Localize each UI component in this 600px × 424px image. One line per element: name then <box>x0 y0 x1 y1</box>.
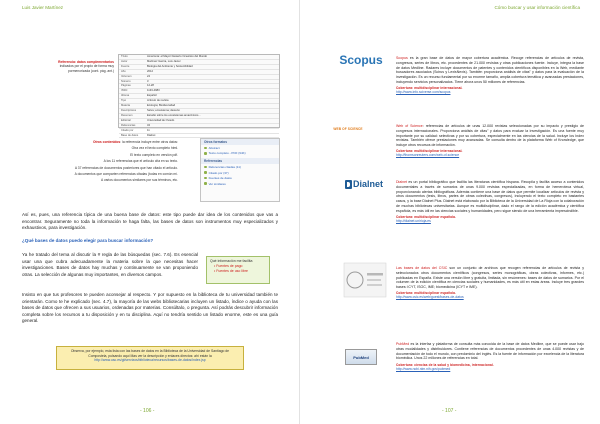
referencias-item[interactable]: Fuentes de datos <box>201 175 279 181</box>
db-description: : referencias de artículos de unas 12.000 revistas seleccionadas por su impacto y prestigio de congresos internacionales. Proporciona análisis de citas" y datos para evaluar la investigación. Es una fuente muy importante por su calidad: selectivas y por su cobertura, especialmente en las ciencias de la salud. Incluye los Index revistas. También ofrece prestaciones muy avanzadas. Se consulta dentro de la plataforma Web of Knowledge, que incluye otros recursos de información. <box>396 124 585 147</box>
record-field-label: Volumen <box>121 74 132 78</box>
record-field-label: Título <box>121 55 128 58</box>
link-icon <box>204 171 207 174</box>
db-coverage: Cobertura: multidisciplinar internacional. <box>396 149 463 154</box>
web-of-science-logo: WEB OF SCIENCE <box>333 127 363 131</box>
note-link[interactable]: http://www.usc.es/gl/servizos/biblioteca/recursos/bases-de-datos/index.jsp <box>94 358 206 363</box>
db-entry-dialnet <box>396 180 584 223</box>
pdf-icon <box>204 152 207 155</box>
record-field-label: Descriptores <box>121 108 137 112</box>
record-field-value: Ecología; Biodiversidad <box>147 104 176 108</box>
record-field-value: 1133-4983 <box>147 89 160 93</box>
db-name: PubMed <box>396 342 410 346</box>
record-field-value: Español <box>147 94 157 98</box>
note-box <box>56 346 244 370</box>
db-description: es un portal bibliográfico que facilita las literaturas científica hispana. Recopila y facilita acceso a contenidos documentales a través de sumarios de unas 9.000 revistas especializadas, en forma de hemeroteca virtual, proporcionando alertas bibliográficas. Además contiene una base de datos que permite localizar artículos de revista y otros documentos (tesis, libros, partes de obras colectivas, congresos), incluyendo el texto completo en bastantes casos, y la base Dialnet Plus. Dialnet está elaborado por la Biblioteca de la Universidad de La Rioja con la colaboración de muchas bibliotecas universitarias. Aunque es multidisciplinar, dado el rango de la edición académica y científica española, es más útil en las ciencias sociales y humanidades, pero sigue siendo de una herramienta imprescindible. <box>396 180 584 213</box>
record-field-label: ISSN <box>121 89 128 93</box>
db-entry-wos <box>396 124 584 157</box>
dialnet-mark-icon <box>345 180 352 189</box>
record-field-label: Idioma <box>121 94 130 98</box>
db-entry-scopus <box>396 56 584 94</box>
otros-annotation-title: Otros contenidos <box>92 140 121 144</box>
record-field-label: Año <box>121 69 126 73</box>
db-coverage: Cobertura: multidisciplinar internacional. <box>396 86 463 90</box>
page-number-right: - 107 - <box>442 408 457 414</box>
link-icon <box>204 177 207 180</box>
record-field-value: 2012 <box>147 69 153 73</box>
db-description: son un conjunto de archivos que recogen referencias de artículos de revista y seleccionados otros documentos científicos (congresos, series monográficas, obras colectivas, informes, etc.) publicadas en España. Existe una versión libre y gratuita, limitada, sin resúmenes: bases de datos de sumarios. Por el volumen de la edición científica en ciencias sociales y humanidades, es más útil en estas áreas. Incluye tres grandes bases: ICYT, ISOC, IME; biomedicina (ICYT e IME). <box>396 266 584 289</box>
tip-box <box>206 256 270 284</box>
link-icon <box>204 166 207 169</box>
otros-formatos-box <box>200 138 280 202</box>
ref-annotation-line: indicados por el propio de forma muy <box>59 64 114 69</box>
tip-item: • Fuentes de pago <box>214 264 243 268</box>
pubmed-logo: PubMed <box>344 348 378 366</box>
db-description: es la interfaz y plataforma de consulta más conocida de la base de datos Medline, que se puede usar bajo otras modalidades y distribuidores. Contiene referencias de documentos procedentes de unas 4.000 revistas y de documentación de todo el mundo, con predominio del inglés. Es la fuente de información por excelencia de la literatura biomédica. Unos 22 millones de referencias en total. <box>396 342 584 361</box>
record-field-value: 12-28 <box>147 84 154 88</box>
dialnet-logo: Dialnet <box>336 176 392 192</box>
csic-logo <box>340 260 390 300</box>
referencias-header: Referencias <box>201 158 279 164</box>
link-icon <box>204 182 207 185</box>
running-head-left: Luis Javier Martínez <box>22 5 64 10</box>
tip-title: Qué información me facilita <box>210 259 253 263</box>
db-coverage: Cobertura: ciencias de la salud y biomedicina, internacional. <box>396 362 494 367</box>
referencias-item[interactable]: Citado por (37) <box>201 170 279 176</box>
record-field-label: Editorial <box>121 118 131 122</box>
db-coverage: Cobertura: multidisciplinar española. <box>396 291 457 296</box>
record-field-value: Amazonía: el Mayor Desierto Oceánico del Mundo <box>147 55 208 58</box>
otros-formatos-item[interactable]: Abstract <box>201 145 279 151</box>
db-url[interactable]: http://www.info.sciverse.com/scopus <box>396 90 451 94</box>
otros-formatos-item[interactable]: Texto completo - PDF (94K) <box>201 151 279 157</box>
record-field-value: Universidad de Oviedo <box>147 118 175 122</box>
record-field-value: Selva; ecosistema; desierto <box>147 108 180 112</box>
note-text: Observa, por ejemplo, esta lista con las bases de datos en la Biblioteca de la Universidad de Santiago de Compostela, pulsando aquí Mas ver la descripción y enlaces directos: ahí están la <box>70 349 230 358</box>
record-screenshot <box>118 54 280 137</box>
db-description: es la gran base de datos de mayor cobertura académica. Recoge referencias de artículos de revista, congresos, series de libros, etc. procedentes de 21.000 revistas y otras publicaciones fuente. Incluye, integra la base de datos Medline. Radares incluye documentos de patentes y contenidos científicos disponibles en la Web, mediante buscadores asociados (Scirus y LexisNexis). También proporciona análisis de citas" y datos para la evaluación de la investigación. Es un recurso fundamental por su enorme tamaño, amplia cobertura temática y avanzadas prestaciones, incluyendo servicios personalizados. Tiene ahora unos 50 millones de referencias. <box>396 56 584 84</box>
paragraph-intro: Así es, pues, una referencia típica de una buena base de datos: este tipo puede dar idea de los contenidos que vas a encontrar. Seguramente no toda la información te haga falta, las bases de datos son instrumentos muy especializados y exhaustivos, para investigación. <box>22 212 278 231</box>
otros-line: A 37 referencias de documentos posteriores que han citado el artículo. <box>74 165 178 170</box>
referencias-item[interactable]: Ver similares <box>201 181 279 187</box>
record-field-value: Biología del Ambiente y Sostenibilidad <box>147 64 193 68</box>
record-field-label: Páginas <box>121 84 131 88</box>
otros-line: A documentos que comparten referencias citadas (todas en común mí. <box>74 172 178 177</box>
db-url[interactable]: http://www.csic.es/web/guest/bases-de-datos <box>396 295 464 300</box>
db-url[interactable]: http://dialnet.unirioja.es <box>396 218 431 223</box>
otros-line: A los 11 referencias que el artículo cita en su texto. <box>103 159 178 164</box>
ref-annotation <box>22 60 114 73</box>
right-page <box>300 0 600 424</box>
db-name: Las bases de datos del CSIC <box>396 266 448 270</box>
otros-line: El texto completo en versión pdf. <box>130 152 178 157</box>
referencias-item[interactable]: Referencias citadas (11) <box>201 164 279 170</box>
record-field-value: 11 <box>147 128 150 132</box>
scopus-logo: Scopus <box>339 53 383 67</box>
record-field-value: Artículo de revista <box>147 99 169 103</box>
record-field-label: Citado por <box>121 128 134 132</box>
record-field-label: Número <box>121 79 131 83</box>
csic-seal-icon <box>343 262 387 298</box>
db-url[interactable]: http://www.ncbi.nlm.nih.gov/pubmed <box>396 366 451 371</box>
paragraph-advice: Insisto en que tus profesores te pueden aconsejar al respecto. Y por supuesto en la biblioteca de tu universidad también te orientarán. Como te he explicado (sec. 4.7), la mayoría de las webs bibliotecarias incluyen un listado, índice o ayuda con las bases de datos que ofrecen a sus usuarios, ordenadas por materias. Consúltalo, o pregunta. Así podrás descubrir información completa sobre los recursos a tu disposición y en tu disciplina. Aquí no tendría sentido un listado enorme, este es una guía general. <box>22 292 278 324</box>
otros-formatos-header: Otros formatos <box>201 139 279 145</box>
record-field-label: Fuente <box>121 64 130 68</box>
db-name: Scopus <box>396 56 408 60</box>
record-field-value: 24 <box>147 74 150 78</box>
db-entry-csic <box>396 266 584 299</box>
db-entry-pubmed <box>396 342 584 371</box>
otros-line: Otra vez el texto completo html. <box>131 146 178 151</box>
record-field-label: Materia <box>121 104 130 108</box>
db-coverage: Cobertura: multidisciplinar española. <box>396 214 457 219</box>
tip-item: • Fuentes de uso libre <box>214 269 248 273</box>
ref-annotation-line: pormenorizada (cont. pág. ant.) <box>68 68 114 73</box>
db-name: Dialnet <box>396 180 408 184</box>
section-heading: ¿Qué bases de datos puedo elegir para buscar información? <box>22 238 154 243</box>
running-head-right: Cómo buscar y usar información científica <box>494 5 580 10</box>
page-number-left: - 106 - <box>140 408 155 414</box>
otros-line: A varios documentos similares por sus términos, etc. <box>101 178 178 183</box>
record-field-label: Autor <box>121 59 128 63</box>
otros-annotation <box>52 140 178 183</box>
document-icon <box>204 147 207 150</box>
record-field-label: Resumen <box>121 113 133 117</box>
db-name: Web of Science <box>396 124 423 128</box>
ref-annotation-title: Referencia: datos complementarios <box>58 60 114 64</box>
record-field-label: Base de datos <box>121 133 139 137</box>
record-field-value: 34 <box>147 123 150 127</box>
record-field-value: Dialnet <box>147 133 156 137</box>
record-field-value: 3 <box>147 79 149 83</box>
record-field-value: Martínez García, Luis Javier <box>147 59 181 63</box>
record-field-label: Tipo <box>121 99 127 103</box>
record-field-label: Referencias <box>121 123 136 127</box>
paragraph-selection: Ya he tratado del tema al discutir la # regla de las búsquedas (sec. 7.6). Es esencial usar una que cubra adecuadamente la materia sobre la que necesitas hacer investigaciones. Bases de datos hay muchas y continuamente se van proponiendo otras. La selección de algunas muy importantes, en diversos campos. <box>22 252 198 277</box>
db-url[interactable]: http://thomsonreuters.com/web-of-science <box>396 153 460 158</box>
record-field-value: Estudio sobre los ecosistemas amazónicos... <box>147 113 201 117</box>
otros-annotation-title-rest: : la referencia incluye entre otros datos: <box>120 140 178 144</box>
